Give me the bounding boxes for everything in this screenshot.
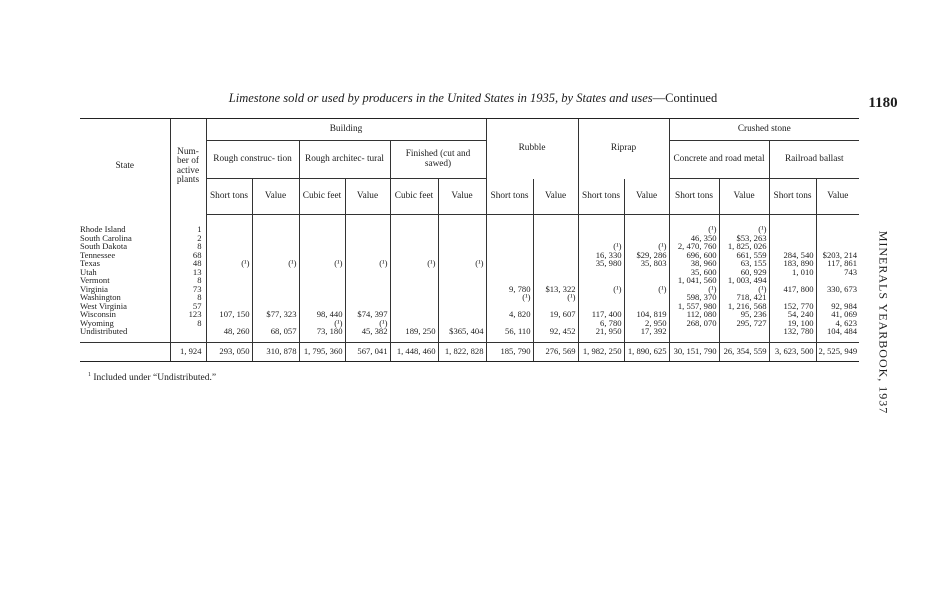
data-cell [252, 276, 299, 285]
header-value: Value [816, 179, 859, 215]
data-cell: 4, 623 [816, 319, 859, 328]
header-railroad-ballast: Railroad ballast [769, 141, 859, 179]
data-cell: 661, 559 [719, 251, 769, 260]
header-value: Value [345, 179, 390, 215]
data-cell: (¹) [533, 293, 578, 302]
data-cell [769, 215, 816, 234]
running-head: MINERALS YEARBOOK, 1937 [876, 230, 891, 415]
data-cell [252, 285, 299, 294]
data-cell [252, 215, 299, 234]
data-cell: 132, 780 [769, 327, 816, 342]
data-cell [206, 242, 252, 251]
data-cell: 183, 890 [769, 259, 816, 268]
data-cell: 17, 392 [624, 327, 669, 342]
data-cell: (¹) [669, 285, 719, 294]
plant-count: 8 [170, 293, 206, 302]
data-cell: 268, 070 [669, 319, 719, 328]
data-cell [390, 215, 438, 234]
header-cubic-feet: Cubic feet [299, 179, 345, 215]
data-cell [390, 234, 438, 243]
header-short-tons: Short tons [769, 179, 816, 215]
header-rubble: Rubble [486, 119, 578, 179]
data-cell: 598, 370 [669, 293, 719, 302]
data-cell [486, 242, 533, 251]
data-cell [669, 327, 719, 342]
data-cell [438, 302, 486, 311]
data-cell: 4, 820 [486, 310, 533, 319]
data-cell: 63, 155 [719, 259, 769, 268]
data-cell: 104, 819 [624, 310, 669, 319]
data-cell [299, 285, 345, 294]
data-cell [390, 310, 438, 319]
total-cell: 310, 878 [252, 342, 299, 361]
header-short-tons: Short tons [206, 179, 252, 215]
data-cell: $13, 322 [533, 285, 578, 294]
data-cell [533, 234, 578, 243]
header-finished: Finished (cut and sawed) [390, 141, 486, 179]
data-cell: (¹) [438, 259, 486, 268]
total-cell: 276, 569 [533, 342, 578, 361]
total-cell: 30, 151, 790 [669, 342, 719, 361]
data-cell [438, 234, 486, 243]
data-cell [438, 310, 486, 319]
total-row [80, 342, 859, 361]
data-cell: 718, 421 [719, 293, 769, 302]
data-cell: 2, 470, 760 [669, 242, 719, 251]
state-name: Rhode Island [80, 223, 126, 234]
plant-count: 2 [170, 234, 206, 243]
data-cell: 92, 452 [533, 327, 578, 342]
data-cell: (¹) [299, 319, 345, 328]
data-cell [390, 285, 438, 294]
data-cell [252, 293, 299, 302]
plant-count: 8 [170, 276, 206, 285]
header-rough-architectural: Rough architec- tural [299, 141, 390, 179]
table-caption [0, 91, 946, 106]
total-cell: 2, 525, 949 [816, 342, 859, 361]
plant-count: 13 [170, 268, 206, 277]
data-cell [719, 327, 769, 342]
data-cell: 104, 484 [816, 327, 859, 342]
data-cell [206, 215, 252, 234]
data-cell [252, 234, 299, 243]
data-cell [390, 276, 438, 285]
table-row [80, 215, 859, 234]
data-cell: 330, 673 [816, 285, 859, 294]
data-cell [345, 285, 390, 294]
plant-count: 57 [170, 302, 206, 311]
data-cell: (¹) [345, 259, 390, 268]
caption-title: Limestone sold or used by producers in the United States in 1935, by States and uses [228, 91, 653, 105]
header-value: Value [624, 179, 669, 215]
data-cell: 54, 240 [769, 310, 816, 319]
data-cell [390, 293, 438, 302]
header-value: Value [533, 179, 578, 215]
data-cell [438, 285, 486, 294]
data-cell: (¹) [486, 293, 533, 302]
data-cell [206, 285, 252, 294]
data-cell [206, 293, 252, 302]
table-body [80, 215, 859, 362]
state-name: South Carolina [80, 232, 132, 243]
state-name: Virginia [80, 283, 108, 294]
data-cell: 21, 950 [578, 327, 624, 342]
data-cell [533, 215, 578, 234]
data-cell [533, 251, 578, 260]
total-cell: 3, 623, 500 [769, 342, 816, 361]
header-short-tons: Short tons [486, 179, 533, 215]
data-cell: 38, 960 [669, 259, 719, 268]
data-cell: 45, 382 [345, 327, 390, 342]
data-cell: $77, 323 [252, 310, 299, 319]
limestone-table [80, 118, 859, 362]
state-name: Wisconsin [80, 309, 116, 319]
data-cell: 95, 236 [719, 310, 769, 319]
data-cell: 19, 607 [533, 310, 578, 319]
header-building: Building [206, 119, 486, 141]
total-cell: 1, 982, 250 [578, 342, 624, 361]
plant-count: 48 [170, 259, 206, 268]
data-cell: 417, 800 [769, 285, 816, 294]
data-cell: 2, 950 [624, 319, 669, 328]
data-cell [816, 234, 859, 243]
table-head [80, 119, 859, 215]
state-name: Texas [80, 258, 100, 268]
data-cell: 60, 929 [719, 268, 769, 277]
data-cell: (¹) [669, 215, 719, 234]
data-cell [438, 215, 486, 234]
data-cell [390, 268, 438, 277]
data-cell: (¹) [624, 242, 669, 251]
data-cell [438, 293, 486, 302]
data-cell: 19, 100 [769, 319, 816, 328]
data-cell [299, 268, 345, 277]
data-cell [299, 234, 345, 243]
data-cell [486, 268, 533, 277]
data-cell [624, 293, 669, 302]
data-cell: (¹) [624, 285, 669, 294]
total-cell: 293, 050 [206, 342, 252, 361]
data-cell [486, 234, 533, 243]
data-cell: $365, 404 [438, 327, 486, 342]
data-cell [345, 268, 390, 277]
data-cell: $53, 263 [719, 234, 769, 243]
plant-count [170, 327, 206, 342]
footnote-text: Included under “Undistributed.” [93, 373, 217, 384]
data-cell [299, 276, 345, 285]
page-number: 1180 [868, 95, 898, 111]
data-cell: 1, 557, 980 [669, 302, 719, 311]
data-cell: 284, 540 [769, 251, 816, 260]
header-state: State [80, 119, 170, 215]
plant-count: 8 [170, 242, 206, 251]
data-cell [816, 215, 859, 234]
data-cell [533, 242, 578, 251]
header-value: Value [252, 179, 299, 215]
data-cell: 92, 984 [816, 302, 859, 311]
total-cell: 1, 795, 360 [299, 342, 345, 361]
data-cell [624, 215, 669, 234]
data-cell: (¹) [252, 259, 299, 268]
data-cell: 1, 003, 494 [719, 276, 769, 285]
data-cell: 743 [816, 268, 859, 277]
plant-count: 73 [170, 285, 206, 294]
data-cell: (¹) [299, 259, 345, 268]
total-cell: 26, 354, 559 [719, 342, 769, 361]
footnote [88, 372, 216, 383]
plant-count: 8 [170, 319, 206, 328]
data-cell [299, 242, 345, 251]
data-cell: $203, 214 [816, 251, 859, 260]
data-cell: 152, 770 [769, 302, 816, 311]
data-cell: (¹) [206, 259, 252, 268]
header-riprap: Riprap [578, 119, 669, 179]
data-cell [486, 215, 533, 234]
data-cell [438, 268, 486, 277]
data-cell [345, 293, 390, 302]
state-name: Undistributed [80, 326, 128, 336]
header-plants: Num- ber of active plants [170, 119, 206, 215]
data-cell: $74, 397 [345, 310, 390, 319]
data-cell: 46, 350 [669, 234, 719, 243]
state-name: Washington [80, 292, 121, 302]
data-cell [345, 215, 390, 234]
total-plants: 1, 924 [170, 342, 206, 361]
data-cell [769, 234, 816, 243]
total-cell: 1, 822, 828 [438, 342, 486, 361]
data-cell: 107, 150 [206, 310, 252, 319]
data-cell [206, 276, 252, 285]
data-cell: 35, 980 [578, 259, 624, 268]
state-name: Wyoming [80, 317, 114, 328]
state-name: Vermont [80, 275, 110, 285]
table-row [80, 327, 859, 342]
data-cell: (¹) [719, 285, 769, 294]
header-cubic-feet: Cubic feet [390, 179, 438, 215]
data-cell: 696, 600 [669, 251, 719, 260]
header-concrete-road: Concrete and road metal [669, 141, 769, 179]
data-cell: 73, 180 [299, 327, 345, 342]
plant-count: 68 [170, 251, 206, 260]
data-cell: 1, 216, 568 [719, 302, 769, 311]
state-name: Utah [80, 266, 97, 277]
data-cell: 6, 780 [578, 319, 624, 328]
data-cell: 16, 330 [578, 251, 624, 260]
data-cell [438, 276, 486, 285]
data-cell [299, 293, 345, 302]
header-rough-construction: Rough construc- tion [206, 141, 299, 179]
plant-count: 1 [170, 215, 206, 234]
data-cell: $29, 286 [624, 251, 669, 260]
data-cell [486, 251, 533, 260]
data-cell: 9, 780 [486, 285, 533, 294]
data-cell: 48, 260 [206, 327, 252, 342]
data-cell: 98, 440 [299, 310, 345, 319]
footnote-marker: 1 [88, 372, 91, 378]
total-cell: 1, 890, 625 [624, 342, 669, 361]
data-cell: 117, 861 [816, 259, 859, 268]
header-short-tons: Short tons [578, 179, 624, 215]
data-cell: 1, 825, 026 [719, 242, 769, 251]
data-cell [206, 268, 252, 277]
data-cell [624, 268, 669, 277]
data-cell: 68, 057 [252, 327, 299, 342]
data-cell [533, 259, 578, 268]
header-short-tons: Short tons [669, 179, 719, 215]
data-cell [252, 242, 299, 251]
data-cell: 112, 080 [669, 310, 719, 319]
data-cell [345, 242, 390, 251]
header-value: Value [719, 179, 769, 215]
data-cell: (¹) [345, 319, 390, 328]
data-cell: (¹) [578, 242, 624, 251]
data-cell [345, 234, 390, 243]
data-cell [252, 268, 299, 277]
data-cell [438, 242, 486, 251]
data-cell: 1, 010 [769, 268, 816, 277]
data-cell [299, 215, 345, 234]
data-cell [345, 276, 390, 285]
header-value: Value [438, 179, 486, 215]
total-cell: 185, 790 [486, 342, 533, 361]
data-cell: 56, 110 [486, 327, 533, 342]
data-cell: 189, 250 [390, 327, 438, 342]
data-cell: 35, 600 [669, 268, 719, 277]
state-name: West Virginia [80, 300, 127, 311]
data-cell [486, 259, 533, 268]
header-crushed-stone: Crushed stone [669, 119, 859, 141]
data-cell: 41, 069 [816, 310, 859, 319]
data-cell: 35, 803 [624, 259, 669, 268]
data-cell [390, 242, 438, 251]
state-name: Tennessee [80, 249, 116, 260]
data-cell: (¹) [719, 215, 769, 234]
data-cell: 1, 041, 560 [669, 276, 719, 285]
total-cell: 1, 448, 460 [390, 342, 438, 361]
total-cell: 567, 041 [345, 342, 390, 361]
state-name: South Dakota [80, 241, 128, 251]
data-cell: (¹) [578, 285, 624, 294]
data-cell [578, 293, 624, 302]
caption-continued: —Continued [652, 91, 718, 105]
data-cell [206, 234, 252, 243]
plant-count: 123 [170, 310, 206, 319]
data-cell [578, 215, 624, 234]
data-cell: 117, 400 [578, 310, 624, 319]
total-label [80, 342, 170, 361]
data-cell [578, 268, 624, 277]
data-cell: 295, 727 [719, 319, 769, 328]
data-cell [533, 268, 578, 277]
data-cell [390, 302, 438, 311]
data-cell: (¹) [390, 259, 438, 268]
